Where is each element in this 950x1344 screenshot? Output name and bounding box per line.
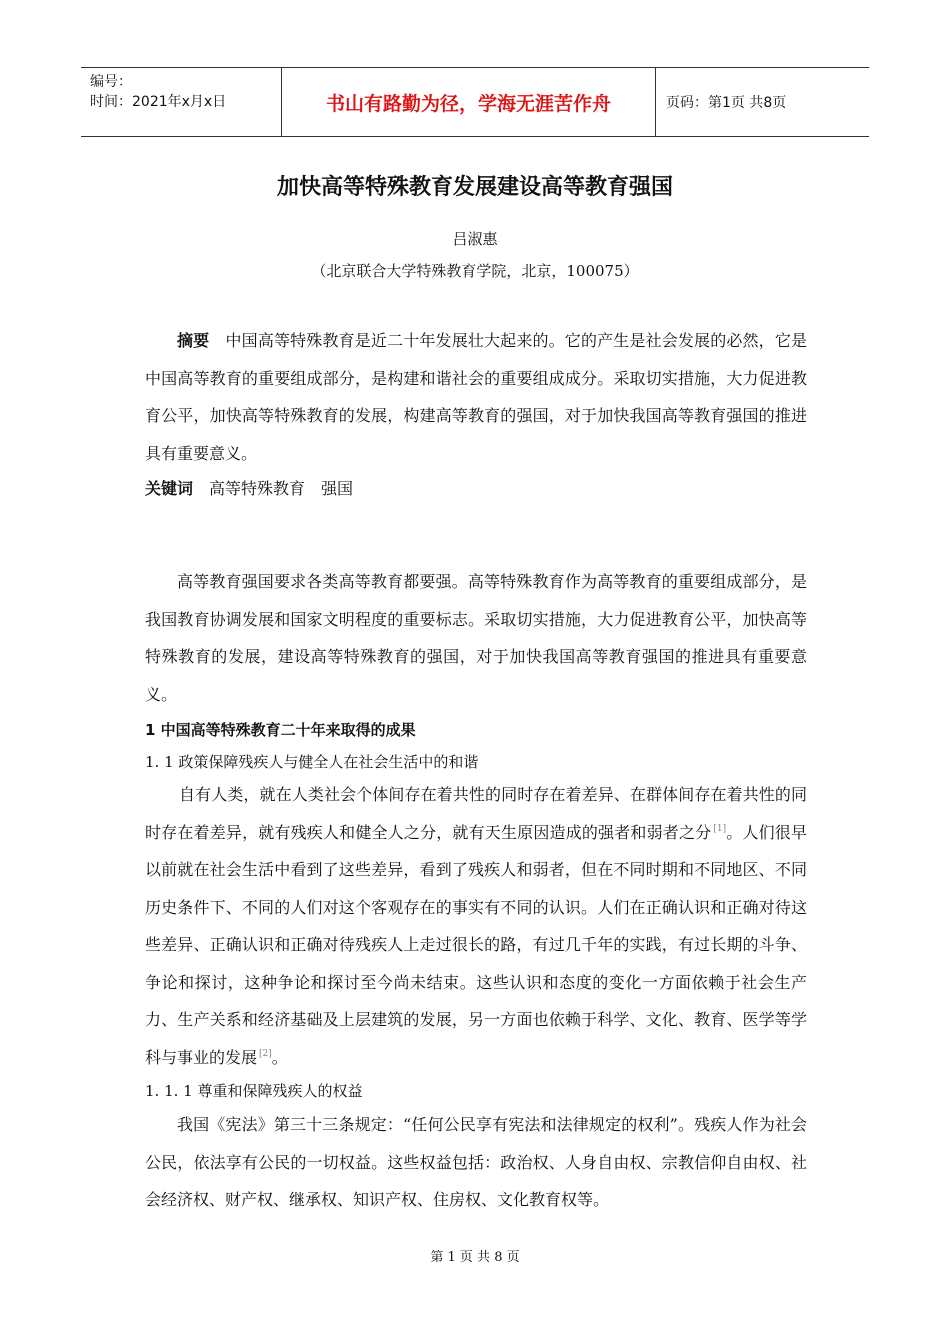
header-meta bbox=[81, 68, 282, 136]
citation-ref-1[interactable]: [1] bbox=[713, 824, 727, 835]
paragraph-1-1-part-b: 。人们很早以前就在社会生活中看到了这些差异，看到了残疾人和弱者，但在不同时期和不同地区、不同历史条件下、不同的人们对这个客观存在的事实有不同的认识。人们在正确认识和正确对待这些差异、正确认识和正确对待残疾人上走过很长的路，有过几千年的实践，有过长期的斗争、争论和探讨，这种争论和探讨至今尚未结束。这些认识和态度的变化一方面依赖于社会生产力、生产关系和经济基础及上层建筑的发展，另一方面也依赖于科学、文化、教育、医学等学科与事业的发展 bbox=[145, 822, 807, 1067]
abstract bbox=[145, 322, 807, 472]
keywords-text: 高等特殊教育 强国 bbox=[209, 479, 354, 498]
paragraph-1-1-1: 我国《宪法》第三十三条规定：“任何公民享有宪法和法律规定的权利”。残疾人作为社会公民，依法享有公民的一切权益。这些权益包括：政治权、人身自由权、宗教信仰自由权、社会经济权、财产权、继承权、知识产权、住房权、文化教育权等。 bbox=[145, 1115, 807, 1209]
header-motto: 书山有路勤为径，学海无涯苦作舟 bbox=[282, 68, 656, 136]
intro-paragraph: 高等教育强国要求各类高等教育都要强。高等特殊教育作为高等教育的重要组成部分，是我国教育协调发展和国家文明程度的重要标志。采取切实措施，大力促进教育公平，加快高等特殊教育的发展，建设高等特殊教育的强国，对于加快我国高等教育强国的推进具有重要意义。 bbox=[145, 572, 807, 704]
paragraph-1-1-part-a: 自有人类，就在人类社会个体间存在着共性的同时存在着差异、在群体间存在着共性的同时存在着差异，就有残疾人和健全人之分，就有天生原因造成的强者和弱者之分 bbox=[145, 785, 807, 842]
section-heading-1-1-1: 1. 1. 1 尊重和保障残疾人的权益 bbox=[145, 1082, 363, 1100]
document-title: 加快高等特殊教育发展建设高等教育强国 bbox=[276, 175, 673, 200]
author-affiliation: （北京联合大学特殊教育学院，北京，100075） bbox=[311, 262, 639, 280]
paragraph-1-1-part-c: 。 bbox=[271, 1047, 288, 1067]
citation-ref-2[interactable]: [2] bbox=[259, 1049, 272, 1060]
paragraph-1-1 bbox=[145, 776, 807, 1076]
time-label: 时间：2021年x月x日 bbox=[90, 94, 227, 110]
header-page-info: 页码：第1页 共8页 bbox=[666, 95, 787, 111]
page-footer: 第 1 页 共 8 页 bbox=[430, 1250, 520, 1265]
section-heading-1: 1 中国高等特殊教育二十年来取得的成果 bbox=[145, 721, 416, 739]
abstract-text: 中国高等特殊教育是近二十年发展壮大起来的。它的产生是社会发展的必然，它是中国高等教育的重要组成部分，是构建和谐社会的重要组成成分。采取切实措施，大力促进教育公平，加快高等特殊教育的发展，构建高等教育的强国，对于加快我国高等教育强国的推进具有重要意义。 bbox=[145, 331, 807, 463]
author-name: 吕淑惠 bbox=[452, 230, 498, 248]
document-header bbox=[81, 67, 869, 137]
section-heading-1-1: 1. 1 政策保障残疾人与健全人在社会生活中的和谐 bbox=[145, 753, 479, 771]
serial-label: 编号： bbox=[90, 74, 132, 90]
keywords-label: 关键词 bbox=[145, 479, 194, 498]
abstract-label: 摘要 bbox=[177, 331, 210, 350]
keywords bbox=[145, 470, 807, 508]
